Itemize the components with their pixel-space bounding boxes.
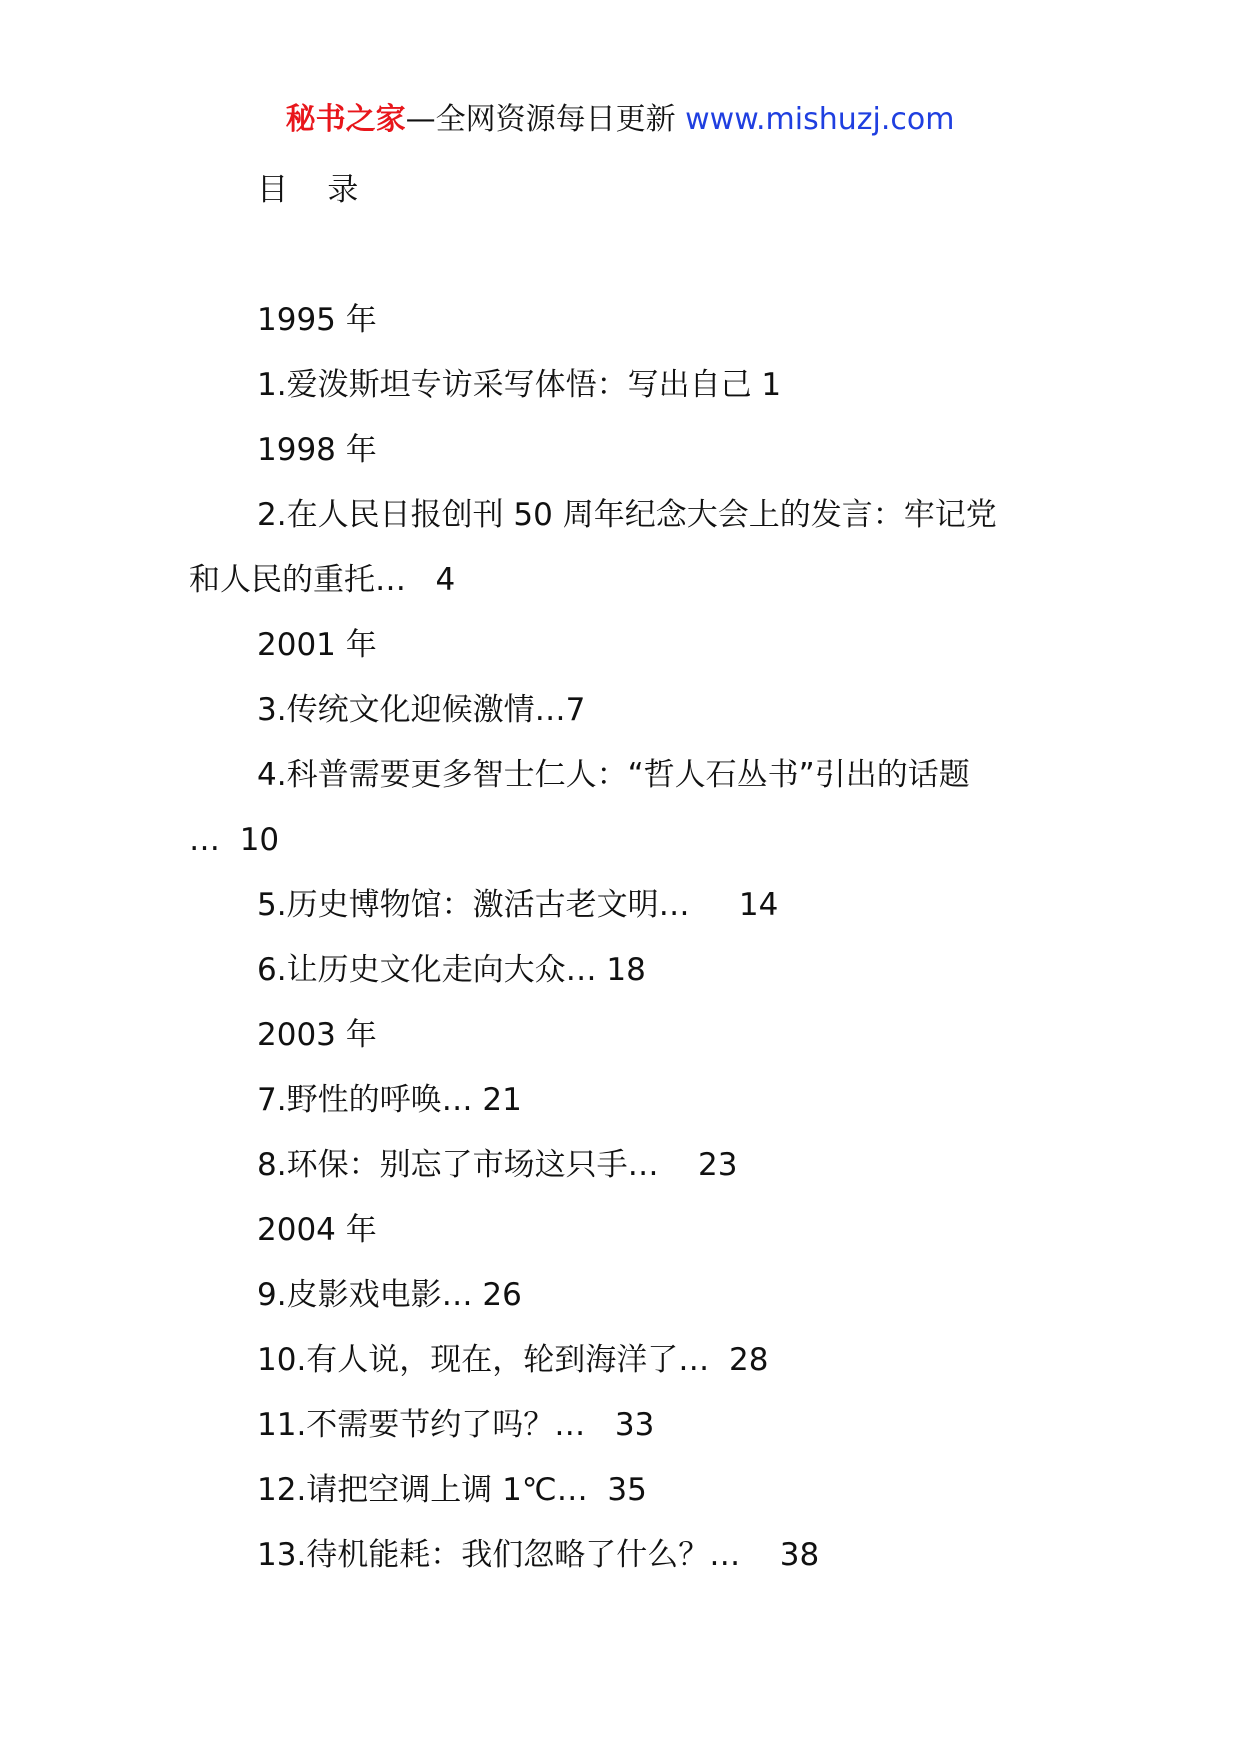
site-banner [0,100,1240,140]
toc-entry: 2.在人民日报创刊 50 周年纪念大会上的发言：牢记党 [257,497,997,533]
toc-entry: 8.环保：别忘了市场这只手… 23 [257,1147,738,1183]
toc-entry: 12.请把空调上调 1℃… 35 [257,1472,647,1508]
toc-entry: 3.传统文化迎候激情…7 [257,692,586,728]
toc-entry-continuation: … 10 [189,822,280,858]
toc-entry: 7.野性的呼唤… 21 [257,1082,522,1118]
toc-entry: 9.皮影戏电影… 26 [257,1277,522,1313]
toc-entry: 13.待机能耗：我们忽略了什么？… 38 [257,1537,820,1573]
site-brand: 秘书之家 [285,102,406,137]
toc-entry: 4.科普需要更多智士仁人：“哲人石丛书”引出的话题 [257,757,970,793]
toc-year-heading: 1998 年 [257,432,377,468]
toc-entry: 1.爱泼斯坦专访采写体悟：写出自己 1 [257,367,782,403]
site-tagline: —全网资源每日更新 [405,102,686,137]
toc-body [189,158,1059,1588]
toc-year-heading: 2003 年 [257,1017,377,1053]
toc-entry: 6.让历史文化走向大众… 18 [257,952,646,988]
toc-entry: 11.不需要节约了吗？… 33 [257,1407,655,1443]
toc-entry: 5.历史博物馆：激活古老文明… 14 [257,887,779,923]
site-url-link[interactable]: www.mishuzj.com [685,102,955,137]
toc-year-heading: 1995 年 [257,302,377,338]
toc-title: 目 录 [257,172,359,208]
toc-entry: 10.有人说，现在，轮到海洋了… 28 [257,1342,769,1378]
toc-year-heading: 2004 年 [257,1212,377,1248]
blank-line [189,223,1059,288]
toc-year-heading: 2001 年 [257,627,377,663]
toc-entry-continuation: 和人民的重托… 4 [189,562,456,598]
